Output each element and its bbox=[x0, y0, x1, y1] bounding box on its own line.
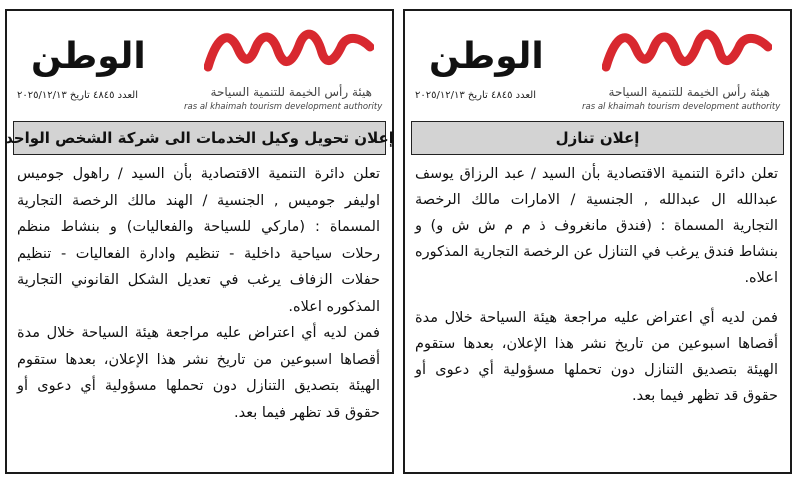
notice-header bbox=[7, 11, 392, 117]
objection-paragraph: فمن لديه أي اعتراض عليه مراجعة هيئة السياحة خلال مدة أقصاها اسبوعين من تاريخ نشر هذا الإعلان، بعدها ستقوم الهيئة بتصديق التنازل دون تحملها مسؤولية أي دعوى أو حقوق قد تظهر فيما بعد. bbox=[415, 310, 778, 404]
rak-tourism-logo bbox=[602, 23, 772, 75]
notice-header bbox=[405, 11, 790, 117]
notice-paragraph: تعلن دائرة التنمية الاقتصادية بأن السيد / راهول جوميس اوليفر جوميس , الجنسية / الهند مالك الرخصة التجارية المسماة : (ماركي للسياحة والفعاليات) و بنشاط منظم رحلات سياحية داخلية - تنظيم وادارة الفعاليات - تنظيم حفلات الزفاف يرغب في تعديل الشكل القانوني التجارية المذكوره اعلاه. bbox=[17, 166, 380, 315]
objection-paragraph: فمن لديه أي اعتراض عليه مراجعة هيئة السياحة خلال مدة أقصاها اسبوعين من تاريخ نشر هذا الإعلان، بعدها ستقوم الهيئة بتصديق التنازل دون تحملها مسؤولية أي دعوى أو حقوق قد تظهر فيما بعد. bbox=[17, 325, 380, 421]
notice-waiver bbox=[403, 9, 792, 474]
notice-body bbox=[17, 161, 380, 426]
newspaper-name: الوطن bbox=[31, 36, 146, 77]
notice-transfer-one-person bbox=[5, 9, 394, 474]
authority-name-en: ras al khaimah tourism development authority bbox=[184, 102, 383, 112]
notice-title: إعلان تنازل bbox=[411, 121, 784, 155]
notice-body bbox=[415, 161, 778, 409]
authority-name-en: ras al khaimah tourism development authority bbox=[582, 102, 781, 112]
issue-number-date: العدد ٤٨٤٥ تاريخ ٢٠٢٥/١٢/١٣ bbox=[415, 90, 536, 101]
newspaper-name: الوطن bbox=[429, 36, 544, 77]
notice-paragraph: تعلن دائرة التنمية الاقتصادية بأن السيد / عبد الرزاق يوسف عبدالله ال عبدالله , الجنسية / الامارات مالك الرخصة التجارية المسماة : (فندق مانغروف ذ م م ش ش و) و بنشاط فندق يرغب في التنازل عن الرخصة التجارية المذكوره اعلاه. bbox=[415, 166, 778, 286]
authority-name-ar: هيئة رأس الخيمة للتنمية السياحة bbox=[210, 85, 372, 99]
issue-number-date: العدد ٤٨٤٥ تاريخ ٢٠٢٥/١٢/١٣ bbox=[17, 90, 138, 101]
notice-title: إعلان تحويل وكيل الخدمات الى شركة الشخص الواحد bbox=[13, 121, 386, 155]
authority-name-ar: هيئة رأس الخيمة للتنمية السياحة bbox=[608, 85, 770, 99]
rak-tourism-logo bbox=[204, 23, 374, 75]
